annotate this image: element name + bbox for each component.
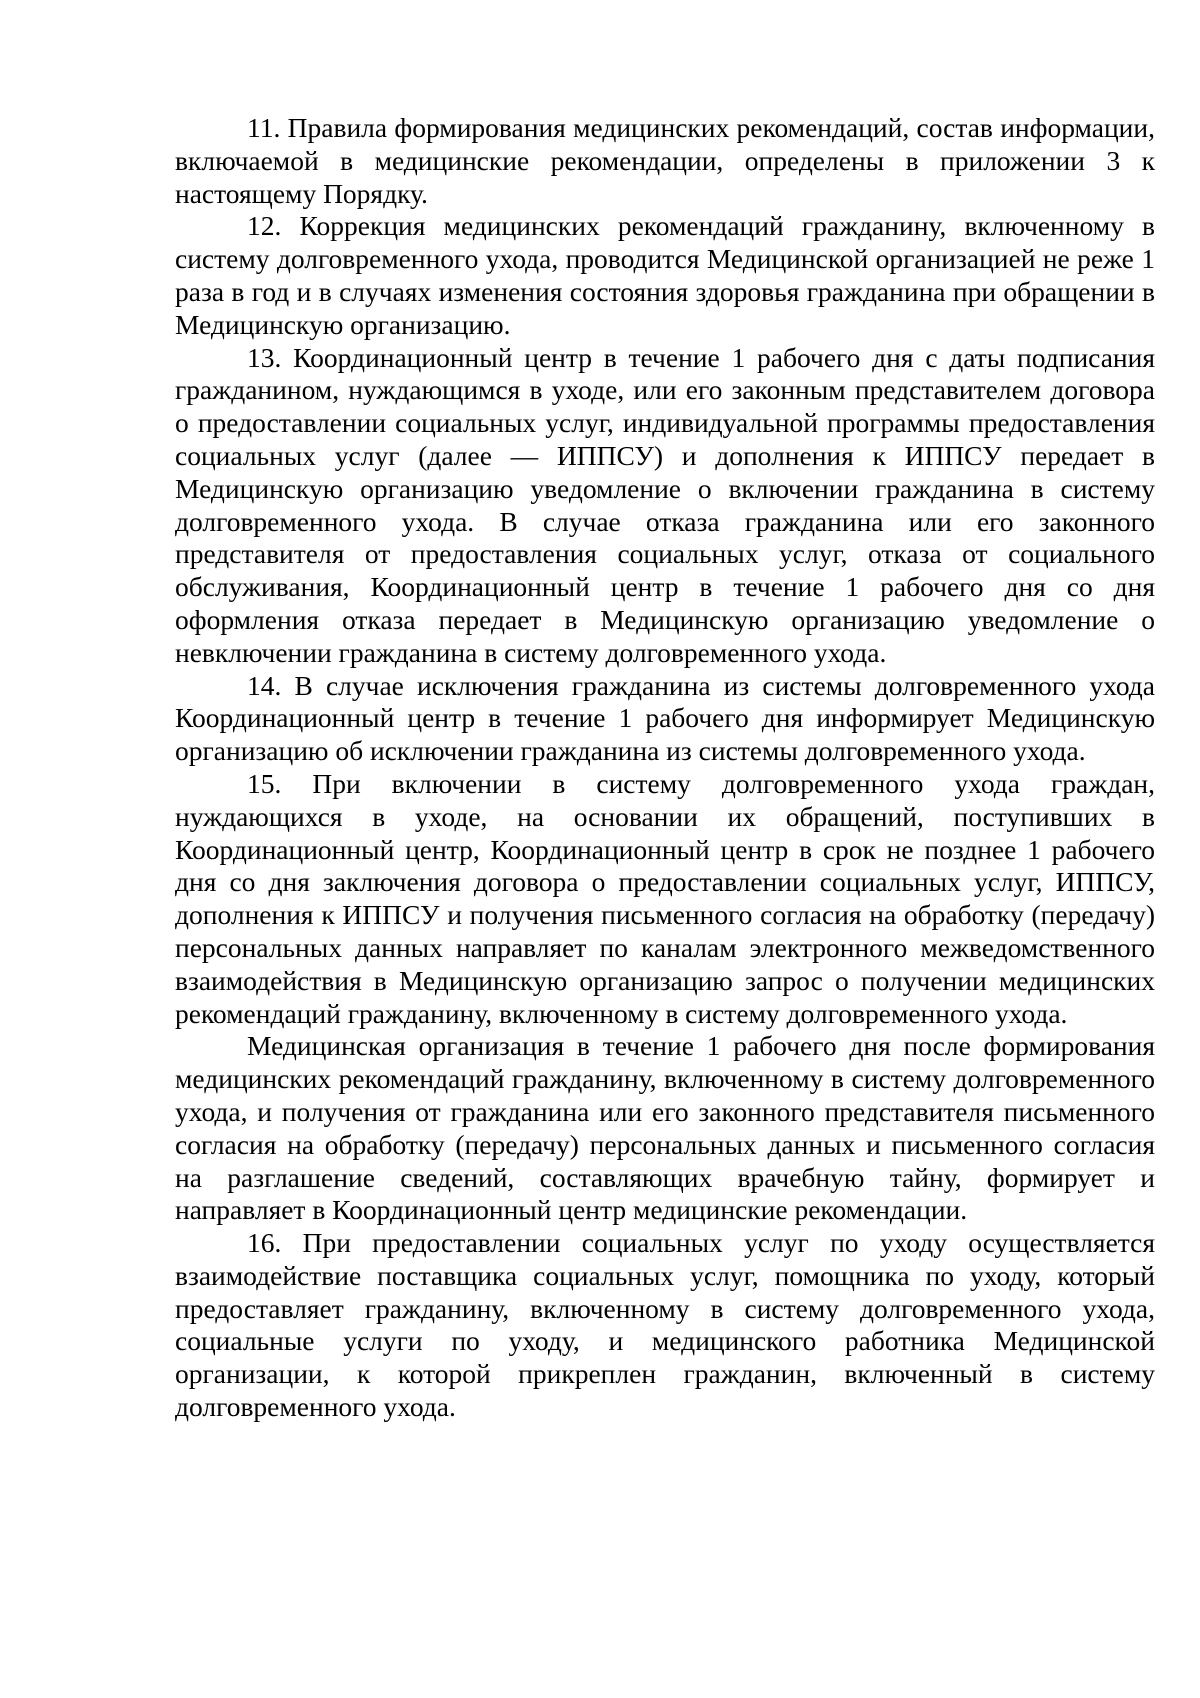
paragraph-12: 12. Коррекция медицинских рекомендаций гражданину, включенному в систему долговременного ухода, проводится Медицинской организацией не реже 1 раза в год и в случаях изменения состояния здоровья гражданина при обращении в Медицинскую организацию. [175,210,1155,340]
paragraph-14: 14. В случае исключения гражданина из системы долговременного ухода Координационный центр в течение 1 рабочего дня информирует Медицинскую организацию об исключении гражданина из системы долговременного ухода. [175,669,1155,767]
paragraph-16: 16. При предоставлении социальных услуг по уходу осуществляется взаимодействие поставщика социальных услуг, помощника по уходу, который предоставляет гражданину, включенному в систему долговременного ухода, социальные услуги по уходу, и медицинского работника Медицинской организации, к которой прикреплен гражданин, включенный в систему долговременного ухода. [175,1227,1155,1423]
document-page [175,112,1155,1424]
paragraph-13: 13. Координационный центр в течение 1 рабочего дня с даты подписания гражданином, нуждающимся в уходе, или его законным представителем договора о предоставлении социальных услуг, индивидуальной программы предоставления социальных услуг (далее — ИППСУ) и дополнения к ИППСУ передает в Медицинскую организацию уведомление о включении гражданина в систему долговременного ухода. В случае отказа гражданина или его законного представителя от предоставления социальных услуг, отказа от социального обслуживания, Координационный центр в течение 1 рабочего дня со дня оформления отказа передает в Медицинскую организацию уведомление о невключении гражданина в систему долговременного ухода. [175,341,1155,668]
paragraph-15-continued: Медицинская организация в течение 1 рабочего дня после формирования медицинских рекомендаций гражданину, включенному в систему долговременного ухода, и получения от гражданина или его законного представителя письменного согласия на обработку (передачу) персональных данных и письменного согласия на разглашение сведений, составляющих врачебную тайну, формирует и направляет в Координационный центр медицинские рекомендации. [175,1030,1155,1226]
paragraph-11: 11. Правила формирования медицинских рекомендаций, состав информации, включаемой в медицинские рекомендации, определены в приложении 3 к настоящему Порядку. [175,112,1155,209]
paragraph-15: 15. При включении в систему долговременного ухода граждан, нуждающихся в уходе, на основании их обращений, поступивших в Координационный центр, Координационный центр в срок не позднее 1 рабочего дня со дня заключения договора о предоставлении социальных услуг, ИППСУ, дополнения к ИППСУ и получения письменного согласия на обработку (передачу) персональных данных направляет по каналам электронного межведомственного взаимодействия в Медицинскую организацию запрос о получении медицинских рекомендаций гражданину, включенному в систему долговременного ухода. [175,767,1155,1029]
